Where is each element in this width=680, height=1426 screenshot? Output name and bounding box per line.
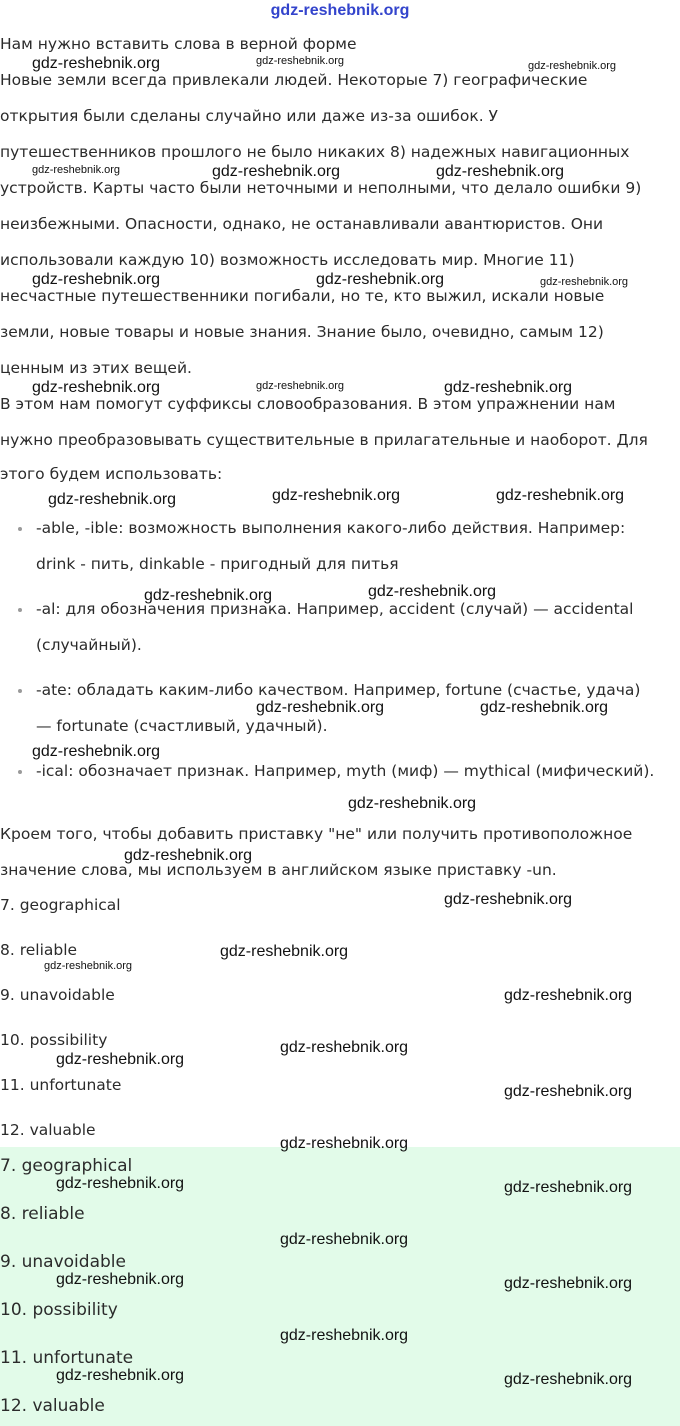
watermark: gdz-reshebnik.org bbox=[32, 379, 161, 396]
watermark: gdz-reshebnik.org bbox=[144, 587, 273, 604]
outro-line: значение слова, мы используем в английском языке приставку -un. bbox=[0, 861, 557, 879]
answer-item: 8. reliable bbox=[0, 941, 78, 959]
bullet-line: -ical: обозначает признак. Например, myth (миф) — mythical (мифический). bbox=[36, 762, 655, 780]
outro-line: Кроем того, чтобы добавить приставку "не" или получить противоположное bbox=[0, 825, 633, 843]
watermark: gdz-reshebnik.org bbox=[124, 847, 253, 864]
answer-box-item: 12. valuable bbox=[0, 1396, 105, 1416]
answer-item: 7. geographical bbox=[0, 896, 121, 914]
watermark: gdz-reshebnik.org bbox=[32, 743, 161, 760]
watermark: gdz-reshebnik.org bbox=[540, 276, 629, 288]
watermark: gdz-reshebnik.org bbox=[504, 1083, 633, 1100]
bullet-line: -al: для обозначения признака. Например, accident (случай) — accidental bbox=[36, 600, 634, 618]
bullet-dot-icon bbox=[18, 527, 22, 531]
watermark: gdz-reshebnik.org bbox=[44, 960, 133, 972]
answer-item: 10. possibility bbox=[0, 1031, 108, 1049]
watermark: gdz-reshebnik.org bbox=[32, 55, 161, 72]
intro-line: использовали каждую 10) возможность исследовать мир. Многие 11) bbox=[0, 251, 575, 269]
watermark: gdz-reshebnik.org bbox=[368, 583, 497, 600]
bullet-dot-icon bbox=[18, 608, 22, 612]
site-header-link[interactable]: gdz-reshebnik.org bbox=[270, 2, 410, 19]
bullet-line: — fortunate (счастливый, удачный). bbox=[36, 717, 328, 735]
watermark: gdz-reshebnik.org bbox=[280, 1327, 409, 1344]
watermark: gdz-reshebnik.org bbox=[256, 55, 345, 67]
intro-line: этого будем использовать: bbox=[0, 465, 223, 483]
bullet-dot-icon bbox=[18, 689, 22, 693]
intro-line: открытия были сделаны случайно или даже из-за ошибок. У bbox=[0, 107, 499, 125]
watermark: gdz-reshebnik.org bbox=[56, 1367, 185, 1384]
watermark: gdz-reshebnik.org bbox=[496, 487, 625, 504]
watermark: gdz-reshebnik.org bbox=[504, 1179, 633, 1196]
watermark: gdz-reshebnik.org bbox=[480, 699, 609, 716]
answer-item: 9. unavoidable bbox=[0, 986, 115, 1004]
watermark: gdz-reshebnik.org bbox=[32, 271, 161, 288]
watermark: gdz-reshebnik.org bbox=[280, 1135, 409, 1152]
watermark: gdz-reshebnik.org bbox=[280, 1039, 409, 1056]
watermark: gdz-reshebnik.org bbox=[528, 60, 617, 72]
bullet-dot-icon bbox=[18, 770, 22, 774]
answer-box-item: 11. unfortunate bbox=[0, 1348, 134, 1368]
intro-line: устройств. Карты часто были неточными и неполными, что делало ошибки 9) bbox=[0, 179, 642, 197]
watermark: gdz-reshebnik.org bbox=[56, 1051, 185, 1068]
intro-line: нужно преобразовывать существительные в прилагательные и наоборот. Для bbox=[0, 431, 648, 449]
watermark: gdz-reshebnik.org bbox=[32, 164, 121, 176]
answer-item: 12. valuable bbox=[0, 1121, 96, 1139]
watermark: gdz-reshebnik.org bbox=[56, 1271, 185, 1288]
answer-box-item: 8. reliable bbox=[0, 1204, 85, 1224]
bullet-line: -ate: обладать каким-либо качеством. Например, fortune (счастье, удача) bbox=[36, 681, 641, 699]
watermark: gdz-reshebnik.org bbox=[504, 1275, 633, 1292]
watermark: gdz-reshebnik.org bbox=[316, 271, 445, 288]
intro-line: неизбежными. Опасности, однако, не останавливали авантюристов. Они bbox=[0, 215, 604, 233]
watermark: gdz-reshebnik.org bbox=[256, 380, 345, 392]
watermark: gdz-reshebnik.org bbox=[444, 891, 573, 908]
bullet-line: -able, -ible: возможность выполнения какого-либо действия. Например: bbox=[36, 519, 626, 537]
watermark: gdz-reshebnik.org bbox=[280, 1231, 409, 1248]
answer-box-item: 9. unavoidable bbox=[0, 1252, 126, 1272]
intro-line: земли, новые товары и новые знания. Знание было, очевидно, самым 12) bbox=[0, 323, 604, 341]
watermark: gdz-reshebnik.org bbox=[504, 987, 633, 1004]
bullet-line: (случайный). bbox=[36, 636, 142, 654]
intro-line: Новые земли всегда привлекали людей. Некоторые 7) географические bbox=[0, 71, 588, 89]
watermark: gdz-reshebnik.org bbox=[212, 163, 341, 180]
watermark: gdz-reshebnik.org bbox=[504, 1371, 633, 1388]
intro-line: ценным из этих вещей. bbox=[0, 359, 192, 377]
watermark: gdz-reshebnik.org bbox=[444, 379, 573, 396]
answer-item: 11. unfortunate bbox=[0, 1076, 122, 1094]
intro-line: несчастные путешественники погибали, но те, кто выжил, искали новые bbox=[0, 287, 605, 305]
watermark: gdz-reshebnik.org bbox=[348, 795, 477, 812]
watermark: gdz-reshebnik.org bbox=[220, 943, 349, 960]
answer-box-item: 7. geographical bbox=[0, 1156, 133, 1176]
watermark: gdz-reshebnik.org bbox=[56, 1175, 185, 1192]
answer-box-item: 10. possibility bbox=[0, 1300, 118, 1320]
intro-line: путешественников прошлого не было никаких 8) надежных навигационных bbox=[0, 143, 630, 161]
watermark: gdz-reshebnik.org bbox=[48, 491, 177, 508]
watermark: gdz-reshebnik.org bbox=[436, 163, 565, 180]
bullet-line: drink - пить, dinkable - пригодный для питья bbox=[36, 555, 399, 573]
intro-line: В этом нам помогут суффиксы словообразования. В этом упражнении нам bbox=[0, 395, 616, 413]
watermark: gdz-reshebnik.org bbox=[272, 487, 401, 504]
watermark: gdz-reshebnik.org bbox=[256, 699, 385, 716]
intro-line: Нам нужно вставить слова в верной форме bbox=[0, 35, 357, 53]
